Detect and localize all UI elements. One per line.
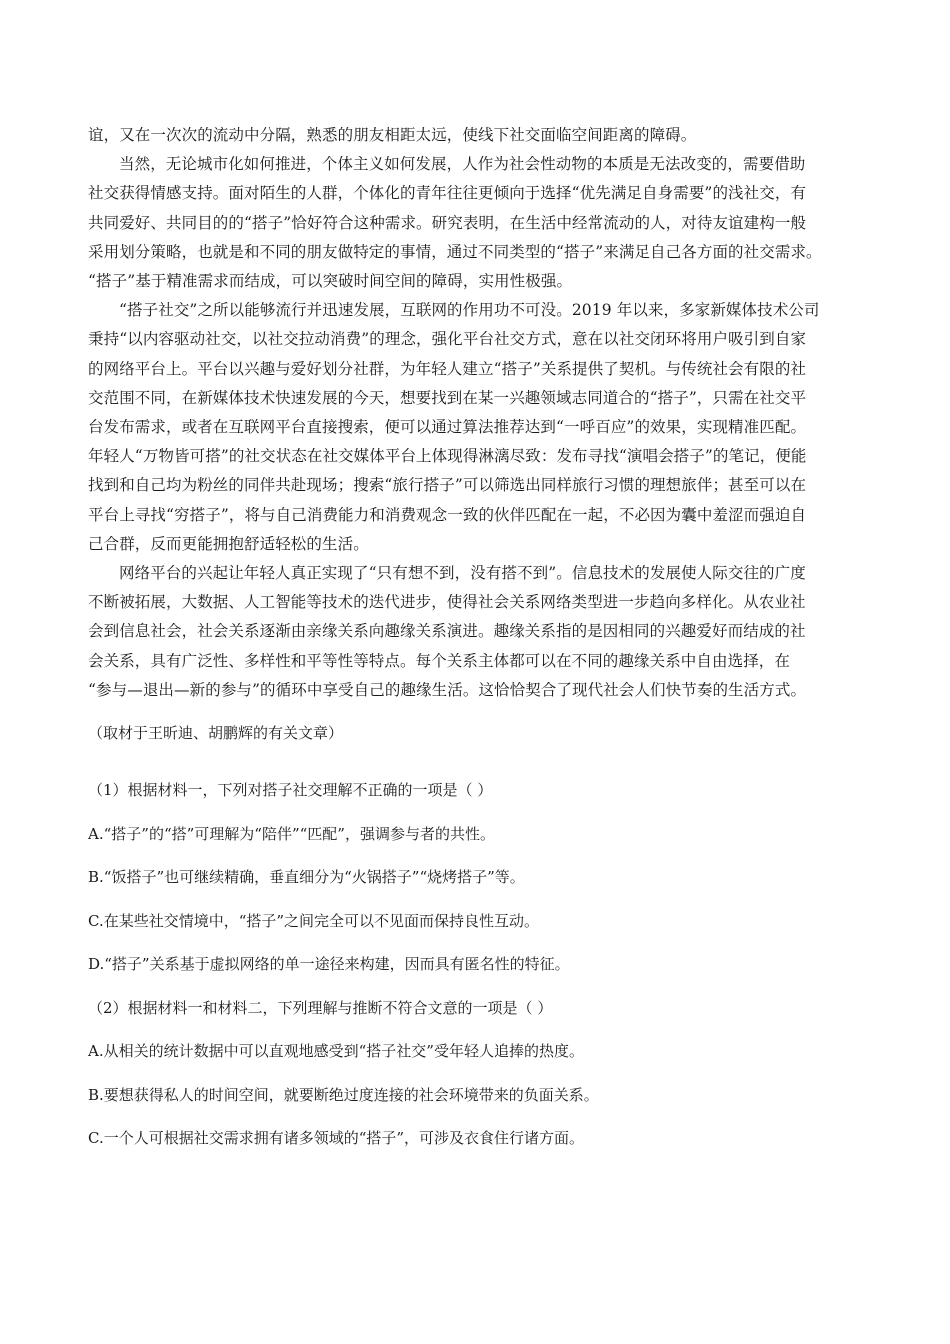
question-1-stem: （1）根据材料一，下列对搭子社交理解不正确的一项是（ ） [88, 781, 493, 800]
text-line: 平台上寻找“穷搭子”，将与自己消费能力和消费观念一致的伙伴匹配在一起，不必因为囊中羞涩而强迫自 [88, 505, 807, 524]
text-line: 秉持“以内容驱动社交，以社交拉动消费”的理念，强化平台社交方式，意在以社交闭环将用户吸引到自家 [88, 330, 807, 349]
text-line: 会关系，具有广泛性、多样性和平等性等特点。每个关系主体都可以在不同的趣缘关系中自由选择，在 [88, 651, 791, 670]
text-line: “搭子社交”之所以能够流行并迅速发展，互联网的作用功不可没。2019 年以来，多家新媒体技术公司 [119, 301, 820, 320]
text-line: 采用划分策略，也就是和不同的朋友做特定的事情，通过不同类型的“搭子”来满足自己各方面的社交需求。 [88, 242, 822, 261]
document-page [88, 121, 878, 1153]
question-2-option-a: A.从相关的统计数据中可以直观地感受到“搭子社交”受年轻人追捧的热度。 [88, 1042, 584, 1061]
text-line: “参与—退出—新的参与”的循环中享受自己的趣缘生活。这恰恰契合了现代社会人们快节奏的生活方式。 [88, 680, 807, 699]
question-2-stem: （2）根据材料一和材料二，下列理解与推断不符合文意的一项是（ ） [88, 998, 553, 1017]
text-line: 会到信息社会，社会关系逐渐由亲缘关系向趣缘关系演进。趣缘关系指的是因相同的兴趣爱好而结成的社 [88, 622, 806, 641]
question-1-option-c: C.在某些社交情境中，“搭子”之间完全可以不见面而保持良性互动。 [88, 911, 540, 930]
text-line: 交范围不同，在新媒体技术快速发展的今天，想要找到在某一兴趣领域志同道合的“搭子”，只需在社交平 [88, 388, 807, 407]
text-line: 找到和自己均为粉丝的同伴共赴现场；搜索“旅行搭子”可以筛选出同样旅行习惯的理想旅伴；甚至可以在 [88, 476, 807, 495]
source-citation: （取材于王昕迪、胡鹏辉的有关文章） [88, 724, 344, 743]
text-line: 台发布需求，或者在互联网平台直接搜索，便可以通过算法推荐达到“一呼百应”的效果，实现精准匹配。 [88, 418, 807, 437]
text-line: 谊，又在一次次的流动中分隔，熟悉的朋友相距太远，使线下社交面临空间距离的障碍。 [88, 126, 697, 144]
paragraph-1 [88, 121, 878, 150]
question-1-option-b: B.“饭搭子”也可继续精确，垂直细分为“火锅搭子”“烧烤搭子”等。 [88, 868, 525, 887]
paragraph-3 [88, 296, 878, 559]
paragraph-2 [88, 150, 878, 296]
text-line: “搭子”基于精准需求而结成，可以突破时间空间的障碍，实用性极强。 [88, 272, 573, 291]
text-line: 不断被拓展，大数据、人工智能等技术的迭代进步，使得社会关系网络类型进一步趋向多样化。从农业社 [88, 593, 806, 612]
paragraph-4 [88, 559, 878, 705]
question-1-option-a: A.“搭子”的“搭”可理解为“陪伴”“匹配”，强调参与者的共性。 [88, 824, 495, 843]
text-line: 社交获得情感支持。面对陌生的人群，个体化的青年往往更倾向于选择“优先满足自身需要”的浅社交，有 [88, 184, 807, 203]
text-line: 当然，无论城市化如何推进，个体主义如何发展，人作为社会性动物的本质是无法改变的，需要借助 [119, 155, 806, 174]
question-2-option-c: C.一个人可根据社交需求拥有诸多领域的“搭子”，可涉及衣食住行诸方面。 [88, 1129, 585, 1148]
text-line: 网络平台的兴起让年轻人真正实现了“只有想不到，没有搭不到”。信息技术的发展使人际交往的广度 [119, 564, 806, 583]
text-line: 的网络平台上。平台以兴趣与爱好划分社群，为年轻人建立“搭子”关系提供了契机。与传统社会有限的社 [88, 359, 807, 378]
question-1-option-d: D.“搭子”关系基于虚拟网络的单一途径来构建，因而具有匿名性的特征。 [88, 955, 570, 974]
text-line: 共同爱好、共同目的的“搭子”恰好符合这种需求。研究表明，在生活中经常流动的人，对待友谊建构一般 [88, 213, 807, 232]
question-2-option-b: B.要想获得私人的时间空间，就要断绝过度连接的社会环境带来的负面关系。 [88, 1085, 599, 1104]
text-line: 己合群，反而更能拥抱舒适轻松的生活。 [88, 534, 369, 553]
text-line: 年轻人“万物皆可搭”的社交状态在社交媒体平台上体现得淋漓尽致：发布寻找“演唱会搭子”的笔记，便能 [88, 447, 807, 466]
